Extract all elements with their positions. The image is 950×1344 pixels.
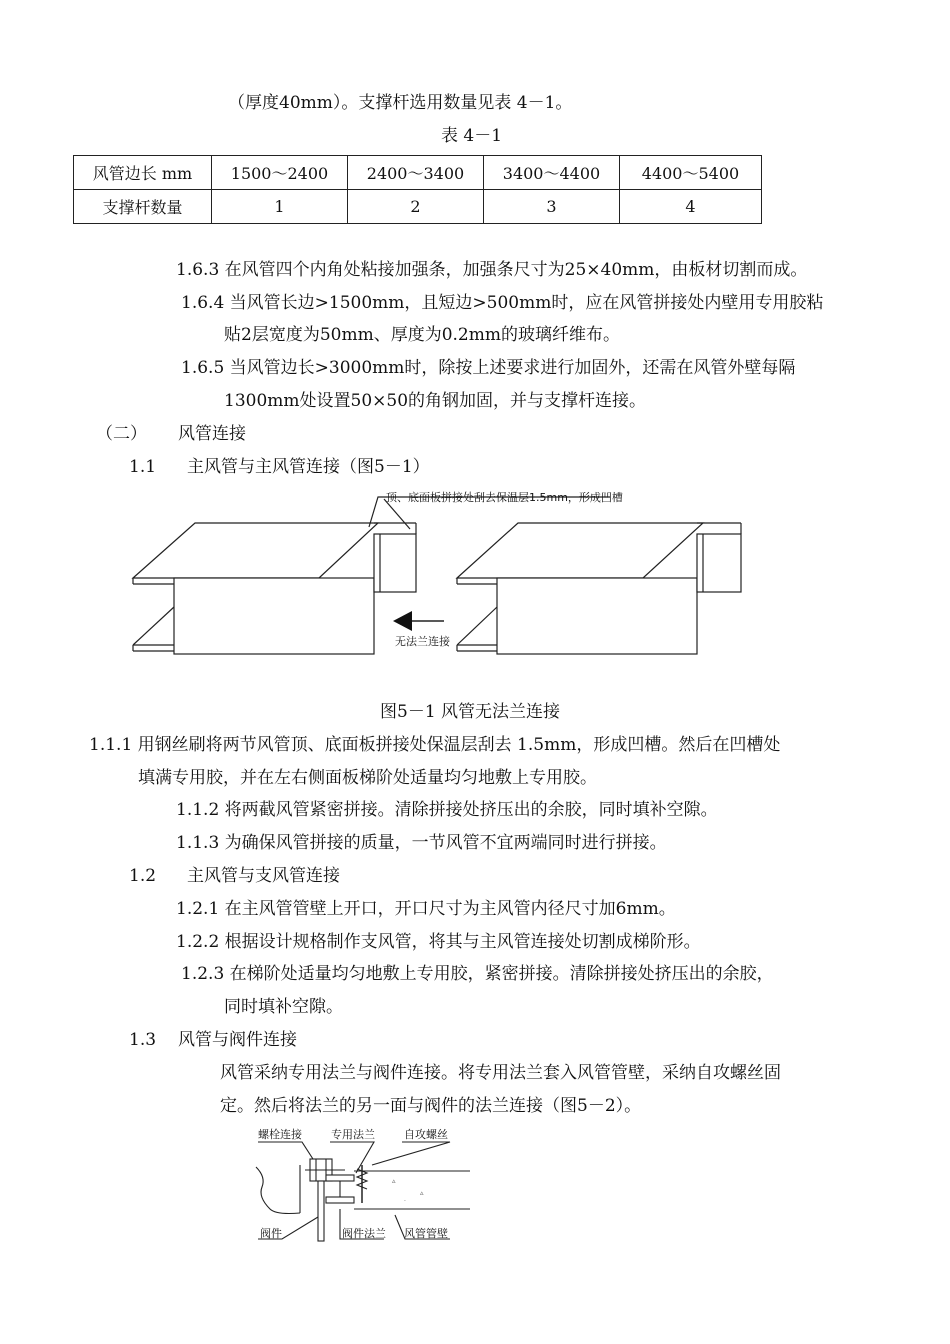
support-rod-table xyxy=(73,155,762,224)
intro-line: （厚度40mm）。支撑杆选用数量见表 4－1。 xyxy=(228,93,573,113)
table-row xyxy=(74,190,762,224)
section-1-2-title: 主风管与支风管连接 xyxy=(187,866,340,886)
label-valve: 阀件 xyxy=(260,1227,282,1240)
svg-text:▵: ▵ xyxy=(392,1177,396,1185)
table-cell: 2400～3400 xyxy=(348,156,484,190)
para-1-6-5-line1: 1.6.5 当风管边长>3000mm时，除按上述要求进行加固外，还需在风管外壁每隔 xyxy=(181,358,796,378)
para-1-1-3: 1.1.3 为确保风管拼接的质量，一节风管不宜两端同时进行拼接。 xyxy=(176,833,667,853)
duct-valve-flange-figure xyxy=(0,1125,950,1245)
table-cell: 支撑杆数量 xyxy=(74,190,212,224)
para-1-6-4-line2: 贴2层宽度为50mm、厚度为0.2mm的玻璃纤维布。 xyxy=(224,325,620,345)
label-bolt-connection: 螺栓连接 xyxy=(258,1128,302,1141)
label-special-flange: 专用法兰 xyxy=(331,1128,375,1141)
para-1-2-3-line2: 同时填补空隙。 xyxy=(224,997,343,1017)
para-1-2-1: 1.2.1 在主风管管壁上开口，开口尺寸为主风管内径尺寸加6mm。 xyxy=(176,899,676,919)
para-1-6-4-line1: 1.6.4 当风管长边>1500mm，且短边>500mm时，应在风管拼接处内壁用专用胶粘 xyxy=(181,293,824,313)
table-cell: 1500～2400 xyxy=(212,156,348,190)
table-cell: 3 xyxy=(484,190,620,224)
section-1-3-title: 风管与阀件连接 xyxy=(178,1030,297,1050)
figure-5-1-caption: 图5－1 风管无法兰连接 xyxy=(380,702,561,722)
section-1-1-title: 主风管与主风管连接（图5－1） xyxy=(187,457,430,477)
para-1-1-1-line1: 1.1.1 用钢丝刷将两节风管顶、底面板拼接处保温层刮去 1.5mm，形成凹槽。然后在凹槽处 xyxy=(89,735,781,755)
para-1-1-1-line2: 填满专用胶，并在左右侧面板梯阶处适量均匀地敷上专用胶。 xyxy=(138,768,597,788)
table-cell: 1 xyxy=(212,190,348,224)
para-1-2-2: 1.2.2 根据设计规格制作支风管，将其与主风管连接处切割成梯阶形。 xyxy=(176,932,701,952)
section-1-1-number: 1.1 xyxy=(129,457,157,477)
table-cell: 3400～4400 xyxy=(484,156,620,190)
svg-text:·: · xyxy=(404,1198,406,1205)
duct-flangeless-connection-figure xyxy=(0,485,950,685)
para-1-1-2: 1.1.2 将两截风管紧密拼接。清除拼接处挤压出的余胶，同时填补空隙。 xyxy=(176,800,718,820)
table-cell: 4 xyxy=(620,190,762,224)
section-2-title: 风管连接 xyxy=(178,424,246,444)
para-1-3-line2: 定。然后将法兰的另一面与阀件的法兰连接（图5－2）。 xyxy=(220,1096,642,1116)
table-header-row xyxy=(74,156,762,190)
table-caption: 表 4－1 xyxy=(441,126,503,146)
para-1-2-3-line1: 1.2.3 在梯阶处适量均匀地敷上专用胶，紧密拼接。清除拼接处挤压出的余胶， xyxy=(181,964,774,984)
para-1-6-3: 1.6.3 在风管四个内角处粘接加强条，加强条尺寸为25×40mm，由板材切割而成。 xyxy=(176,260,808,280)
label-duct-wall: 风管管壁 xyxy=(404,1227,448,1240)
section-1-2-number: 1.2 xyxy=(129,866,157,886)
svg-text:▵: ▵ xyxy=(420,1189,424,1197)
figure-5-1-arrow-label: 无法兰连接 xyxy=(395,635,450,648)
section-2-number: （二） xyxy=(96,424,147,444)
para-1-3-line1: 风管采纳专用法兰与阀件连接。将专用法兰套入风管管壁，采纳自攻螺丝固 xyxy=(220,1063,781,1083)
label-self-tapping-screw: 自攻螺丝 xyxy=(404,1128,448,1141)
section-1-3-number: 1.3 xyxy=(129,1030,157,1050)
label-valve-flange: 阀件法兰 xyxy=(342,1227,386,1240)
para-1-6-5-line2: 1300mm处设置50×50的角钢加固，并与支撑杆连接。 xyxy=(224,391,647,411)
table-cell: 4400～5400 xyxy=(620,156,762,190)
table-cell: 2 xyxy=(348,190,484,224)
table-cell: 风管边长 mm xyxy=(74,156,212,190)
figure-5-1-note: 顶、底面板拼接处刮去保温层1.5mm，形成凹槽 xyxy=(386,491,623,504)
